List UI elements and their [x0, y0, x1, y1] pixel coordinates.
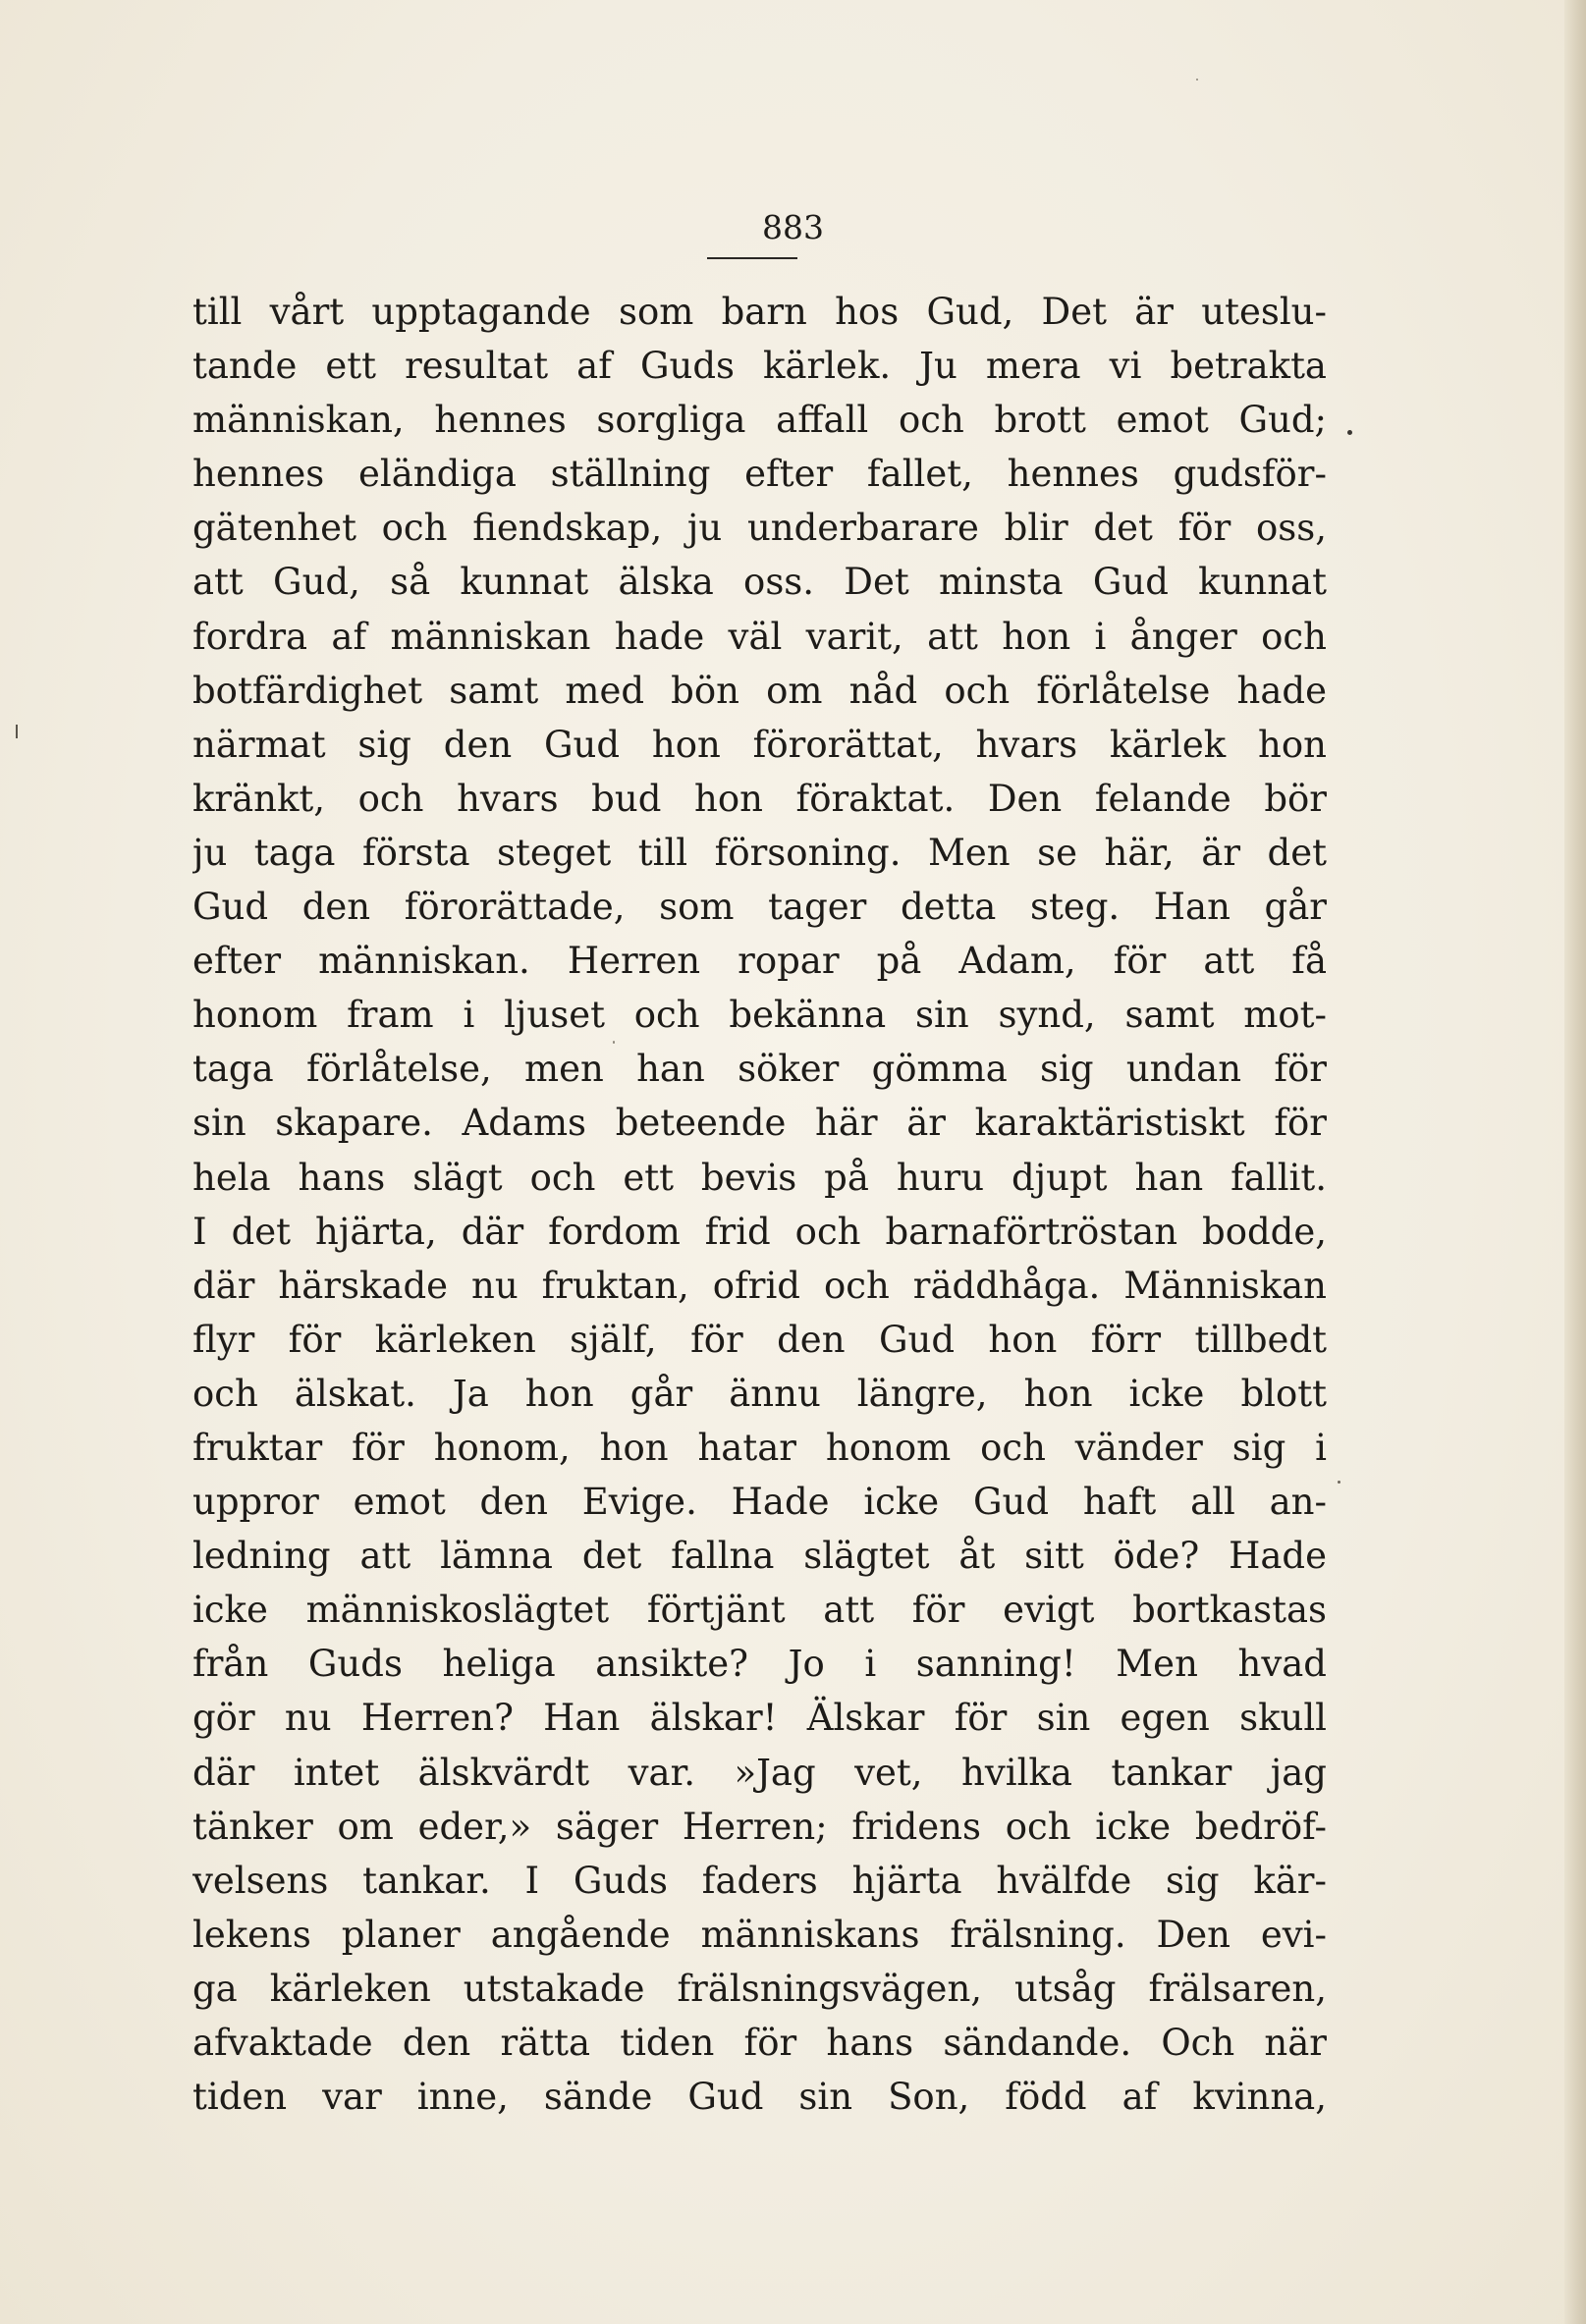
text-line: I det hjärta, där fordom frid och barnaförtröstan bodde, — [192, 1210, 1327, 1253]
text-line: där härskade nu fruktan, ofrid och räddhåga. Människan — [192, 1264, 1327, 1307]
page-number-rule — [707, 257, 797, 259]
text-line: efter människan. Herren ropar på Adam, för att få — [192, 940, 1327, 983]
text-line: och älskat. Ja hon går ännu längre, hon icke blott — [192, 1372, 1327, 1415]
page-number: 883 — [762, 208, 824, 246]
text-line: lekens planer angående människans frälsning. Den evi- — [192, 1913, 1327, 1956]
text-line: där intet älskvärdt var. »Jag vet, hvilka tankar jag — [192, 1751, 1327, 1794]
text-line: från Guds heliga ansikte? Jo i sanning! Men hvad — [192, 1643, 1327, 1686]
text-line: närmat sig den Gud hon förorättat, hvars kärlek hon — [192, 723, 1327, 766]
text-line: gör nu Herren? Han älskar! Älskar för sin egen skull — [192, 1697, 1327, 1740]
text-line: honom fram i ljuset och bekänna sin synd, samt mot- — [192, 994, 1327, 1037]
text-line: flyr för kärleken själf, för den Gud hon förr tillbedt — [192, 1318, 1327, 1361]
text-line: fruktar för honom, hon hatar honom och vänder sig i — [192, 1426, 1327, 1469]
page-edge — [1564, 0, 1586, 2324]
text-line: kränkt, och hvars bud hon föraktat. Den felande bör — [192, 777, 1327, 820]
text-line: till vårt upptagande som barn hos Gud, Det är uteslu- — [192, 291, 1327, 333]
text-line: människan, hennes sorgliga affall och brott emot Gud; — [192, 399, 1327, 442]
text-line: sin skapare. Adams beteende här är karaktäristiskt för — [192, 1102, 1327, 1145]
ink-speck — [613, 1041, 615, 1044]
text-line: ga kärleken utstakade frälsningsvägen, utsåg frälsaren, — [192, 1967, 1327, 2010]
text-line: ledning att lämna det fallna slägtet åt sitt öde? Hade — [192, 1535, 1327, 1578]
body-text — [192, 285, 1327, 2124]
text-line: Gud den förorättade, som tager detta steg. Han går — [192, 886, 1327, 929]
text-line: gätenhet och fiendskap, ju underbarare blir det för oss, — [192, 507, 1327, 550]
text-line: velsens tankar. I Guds faders hjärta hvälfde sig kär- — [192, 1859, 1327, 1902]
text-line: att Gud, så kunnat älska oss. Det minsta Gud kunnat — [192, 561, 1327, 604]
text-line: tande ett resultat af Guds kärlek. Ju mera vi betrakta — [192, 345, 1327, 388]
ink-speck — [1338, 1481, 1340, 1484]
ink-speck — [1196, 79, 1198, 81]
text-line: afvaktade den rätta tiden för hans sändande. Och när — [192, 2022, 1327, 2064]
ink-speck — [1347, 430, 1352, 435]
text-line: hennes eländiga ställning efter fallet, hennes gudsför- — [192, 453, 1327, 496]
margin-mark — [16, 725, 18, 738]
text-line: hela hans slägt och ett bevis på huru djupt han fallit. — [192, 1156, 1327, 1199]
text-line: ju taga första steget till försoning. Men se här, är det — [192, 831, 1327, 874]
text-line: uppror emot den Evige. Hade icke Gud haft all an- — [192, 1481, 1327, 1524]
text-line: botfärdighet samt med bön om nåd och förlåtelse hade — [192, 669, 1327, 712]
text-line: tiden var inne, sände Gud sin Son, född af kvinna, — [192, 2076, 1327, 2119]
text-line: fordra af människan hade väl varit, att hon i ånger och — [192, 615, 1327, 658]
text-line: tänker om eder,» säger Herren; fridens och icke bedröf- — [192, 1805, 1327, 1848]
text-line: icke människoslägtet förtjänt att för evigt bortkastas — [192, 1589, 1327, 1632]
text-line: taga förlåtelse, men han söker gömma sig undan för — [192, 1048, 1327, 1091]
